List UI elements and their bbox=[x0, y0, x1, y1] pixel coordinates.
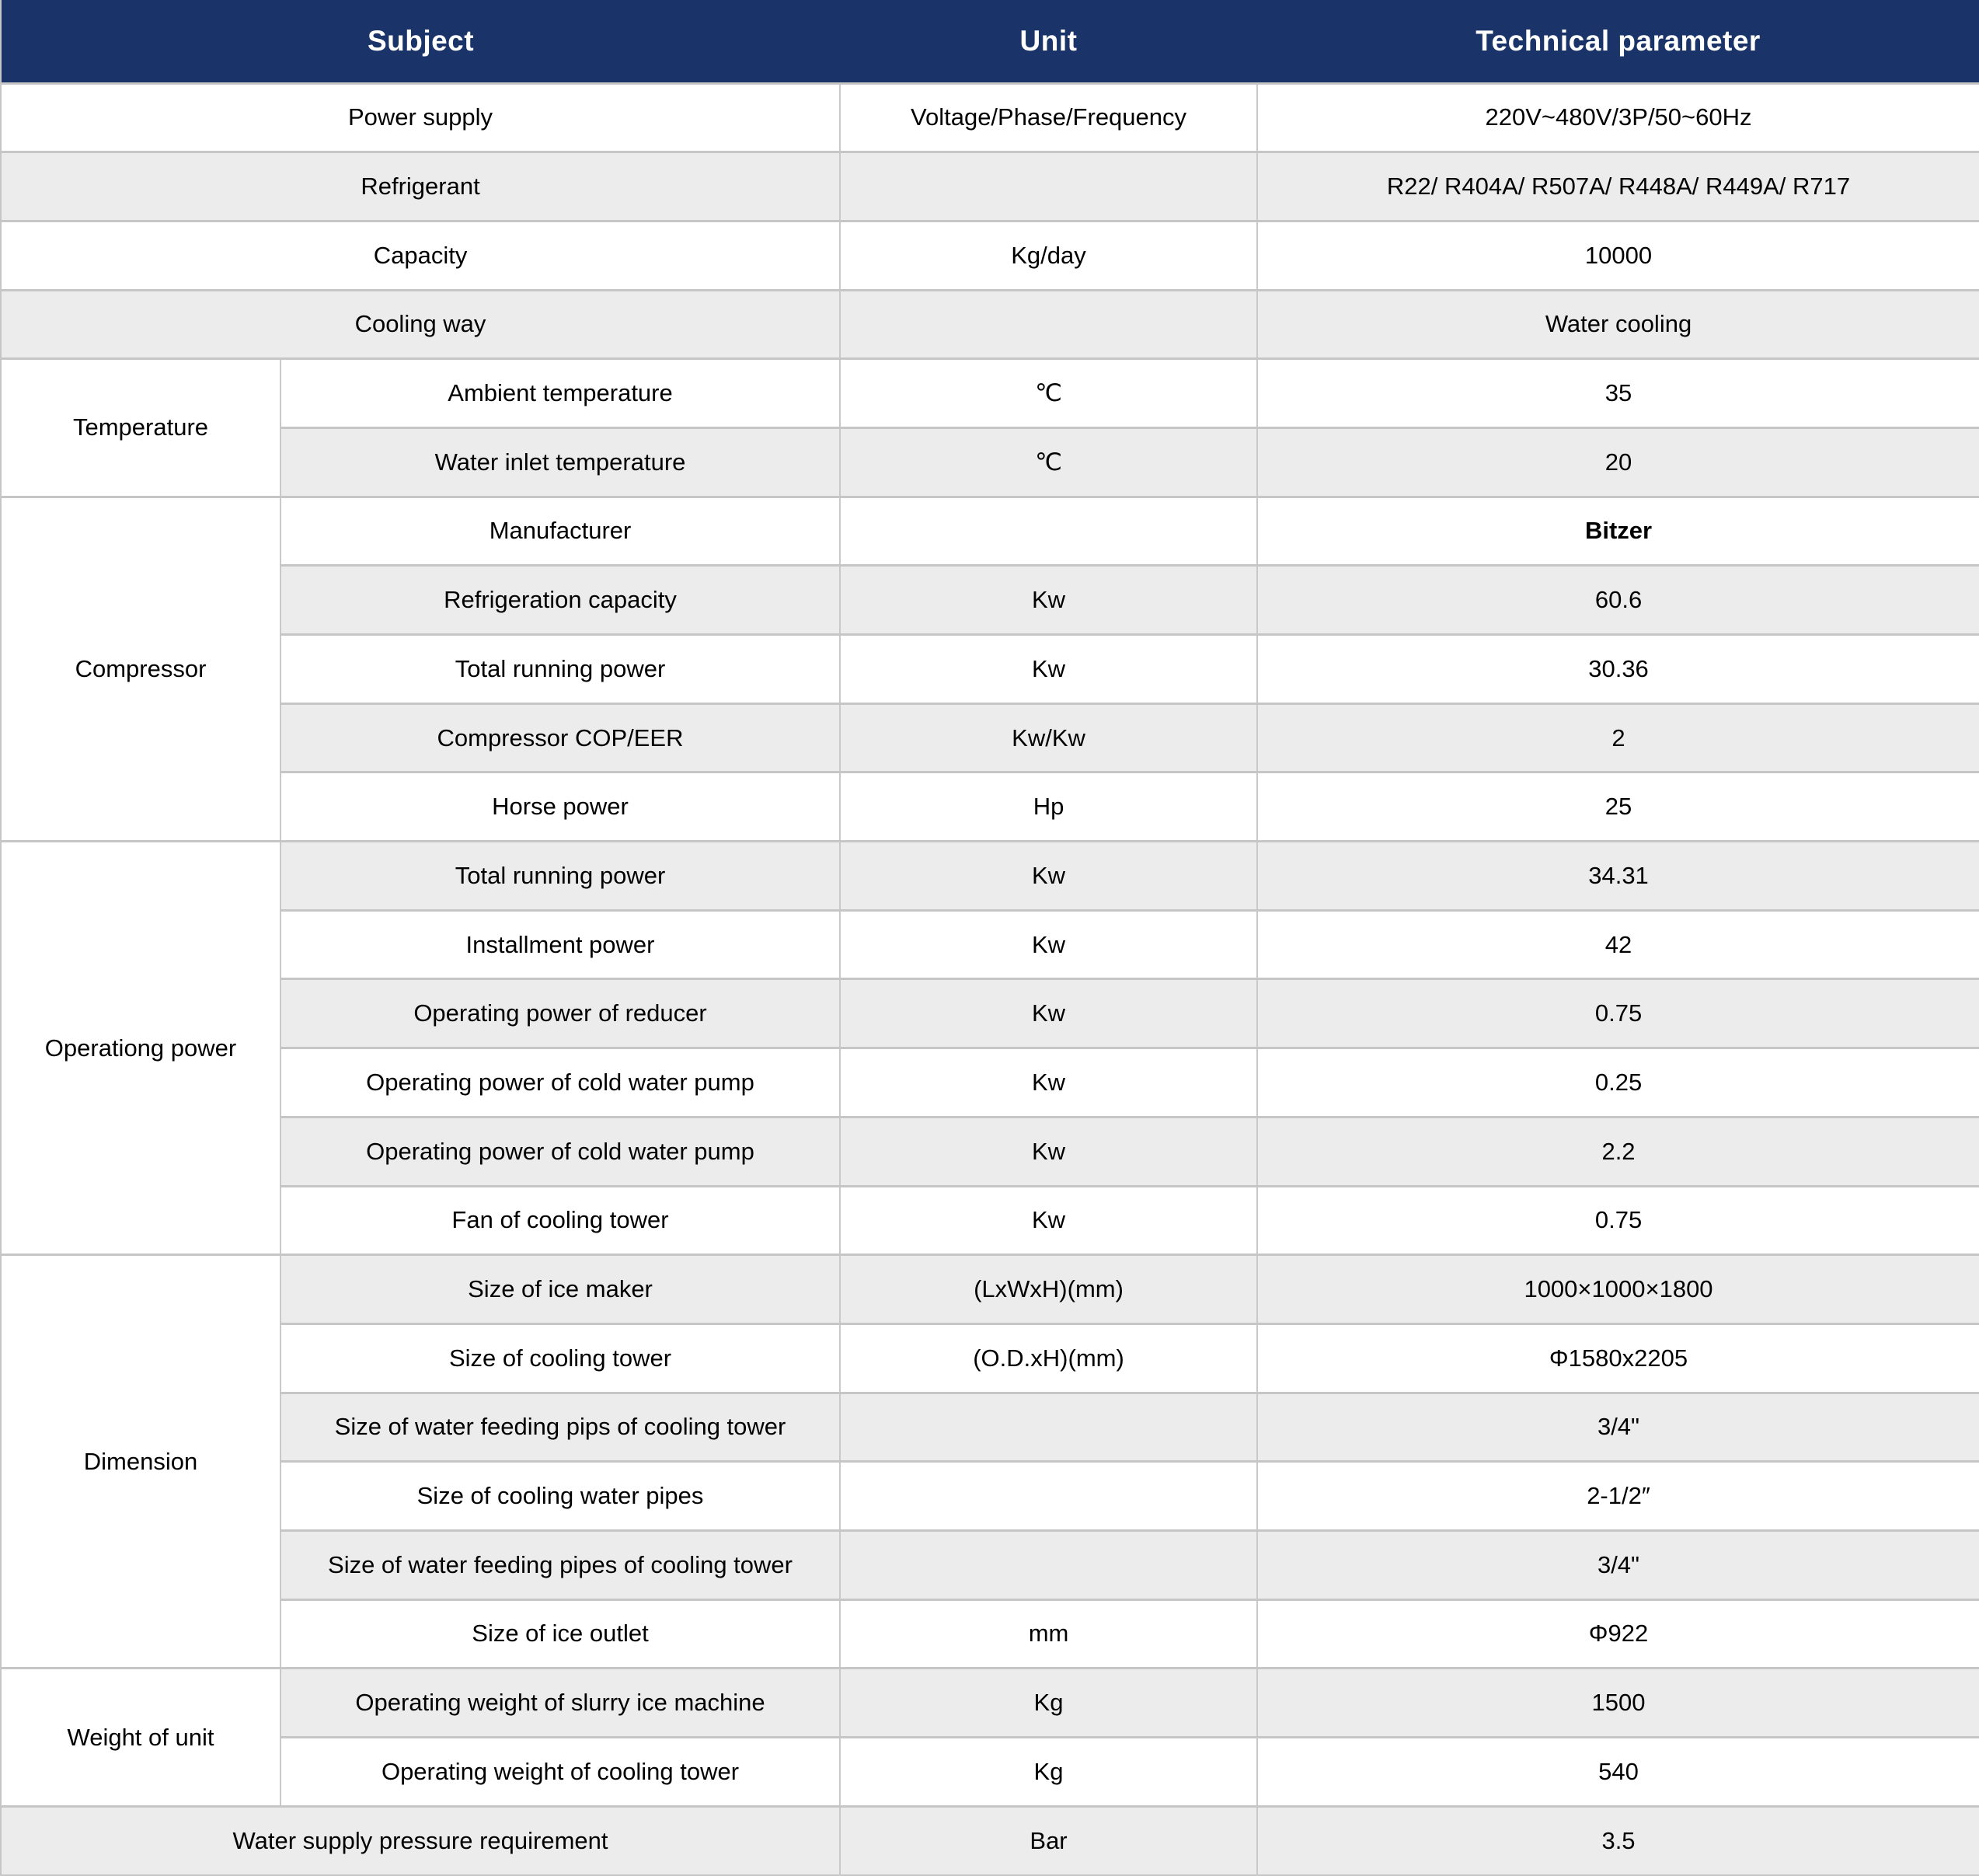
unit-cell bbox=[840, 1393, 1257, 1462]
table-row bbox=[1, 566, 1979, 635]
table-row bbox=[1, 1462, 1979, 1531]
subject-cell: Refrigeration capacity bbox=[280, 566, 840, 635]
unit-cell: Kw bbox=[840, 1117, 1257, 1186]
table-row bbox=[1, 290, 1979, 359]
value-cell: 1500 bbox=[1257, 1669, 1979, 1738]
value-cell: 3/4" bbox=[1257, 1393, 1979, 1462]
subject-cell: Size of water feeding pips of cooling tower bbox=[280, 1393, 840, 1462]
table-row bbox=[1, 1599, 1979, 1669]
value-cell: Water cooling bbox=[1257, 290, 1979, 359]
value-cell: 25 bbox=[1257, 772, 1979, 842]
value-cell: 2.2 bbox=[1257, 1117, 1979, 1186]
group-cell: Weight of unit bbox=[1, 1669, 280, 1806]
unit-cell: (LxWxH)(mm) bbox=[840, 1255, 1257, 1324]
column-header-subject: Subject bbox=[1, 0, 840, 83]
unit-cell: Voltage/Phase/Frequency bbox=[840, 83, 1257, 152]
value-cell: 540 bbox=[1257, 1738, 1979, 1807]
value-cell: 2 bbox=[1257, 703, 1979, 772]
value-cell: 3/4" bbox=[1257, 1530, 1979, 1599]
subject-cell: Capacity bbox=[1, 221, 840, 290]
table-row bbox=[1, 1530, 1979, 1599]
unit-cell bbox=[840, 497, 1257, 566]
unit-cell: Kw bbox=[840, 842, 1257, 911]
table-row bbox=[1, 152, 1979, 221]
unit-cell: Kg bbox=[840, 1738, 1257, 1807]
value-cell: 35 bbox=[1257, 359, 1979, 428]
value-cell: R22/ R404A/ R507A/ R448A/ R449A/ R717 bbox=[1257, 152, 1979, 221]
subject-cell: Fan of cooling tower bbox=[280, 1186, 840, 1255]
table-row bbox=[1, 1323, 1979, 1393]
table-row bbox=[1, 703, 1979, 772]
table-row bbox=[1, 1048, 1979, 1118]
value-cell: 1000×1000×1800 bbox=[1257, 1255, 1979, 1324]
value-cell: 220V~480V/3P/50~60Hz bbox=[1257, 83, 1979, 152]
table-row bbox=[1, 497, 1979, 566]
value-cell: Φ1580x2205 bbox=[1257, 1323, 1979, 1393]
group-cell: Operationg power bbox=[1, 842, 280, 1255]
unit-cell: Kw bbox=[840, 635, 1257, 704]
unit-cell: Kw bbox=[840, 566, 1257, 635]
table-row bbox=[1, 1738, 1979, 1807]
unit-cell: Kw bbox=[840, 910, 1257, 979]
value-cell: 3.5 bbox=[1257, 1806, 1979, 1875]
subject-cell: Size of cooling tower bbox=[280, 1323, 840, 1393]
subject-cell: Size of ice maker bbox=[280, 1255, 840, 1324]
subject-cell: Water supply pressure requirement bbox=[1, 1806, 840, 1875]
unit-cell: Kg/day bbox=[840, 221, 1257, 290]
group-cell: Temperature bbox=[1, 359, 280, 497]
unit-cell: ℃ bbox=[840, 359, 1257, 428]
subject-cell: Water inlet temperature bbox=[280, 427, 840, 497]
table-row bbox=[1, 979, 1979, 1048]
value-cell: Bitzer bbox=[1257, 497, 1979, 566]
unit-cell bbox=[840, 290, 1257, 359]
unit-cell: Hp bbox=[840, 772, 1257, 842]
column-header-unit: Unit bbox=[840, 0, 1257, 83]
table-row bbox=[1, 1669, 1979, 1738]
table-row bbox=[1, 221, 1979, 290]
unit-cell: Kw bbox=[840, 1186, 1257, 1255]
value-cell: 0.25 bbox=[1257, 1048, 1979, 1118]
subject-cell: Total running power bbox=[280, 635, 840, 704]
subject-cell: Power supply bbox=[1, 83, 840, 152]
unit-cell bbox=[840, 1462, 1257, 1531]
table-row bbox=[1, 359, 1979, 428]
table-row bbox=[1, 1393, 1979, 1462]
subject-cell: Installment power bbox=[280, 910, 840, 979]
subject-cell: Size of ice outlet bbox=[280, 1599, 840, 1669]
subject-cell: Cooling way bbox=[1, 290, 840, 359]
table-row bbox=[1, 83, 1979, 152]
value-cell: 42 bbox=[1257, 910, 1979, 979]
table-row bbox=[1, 427, 1979, 497]
unit-cell: (O.D.xH)(mm) bbox=[840, 1323, 1257, 1393]
column-header-technical-parameter: Technical parameter bbox=[1257, 0, 1979, 83]
unit-cell: Kw bbox=[840, 1048, 1257, 1118]
table-row bbox=[1, 1186, 1979, 1255]
group-cell: Compressor bbox=[1, 497, 280, 841]
unit-cell: Kw/Kw bbox=[840, 703, 1257, 772]
value-cell: 60.6 bbox=[1257, 566, 1979, 635]
table-row bbox=[1, 772, 1979, 842]
value-cell: 30.36 bbox=[1257, 635, 1979, 704]
subject-cell: Refrigerant bbox=[1, 152, 840, 221]
subject-cell: Operating power of cold water pump bbox=[280, 1048, 840, 1118]
unit-cell bbox=[840, 1530, 1257, 1599]
unit-cell: ℃ bbox=[840, 427, 1257, 497]
subject-cell: Compressor COP/EER bbox=[280, 703, 840, 772]
table-row bbox=[1, 635, 1979, 704]
unit-cell: mm bbox=[840, 1599, 1257, 1669]
table-row bbox=[1, 1255, 1979, 1324]
table-row bbox=[1, 1806, 1979, 1875]
unit-cell: Bar bbox=[840, 1806, 1257, 1875]
subject-cell: Ambient temperature bbox=[280, 359, 840, 428]
unit-cell: Kg bbox=[840, 1669, 1257, 1738]
table-row bbox=[1, 842, 1979, 911]
header-row bbox=[1, 0, 1979, 83]
value-cell: Φ922 bbox=[1257, 1599, 1979, 1669]
subject-cell: Size of cooling water pipes bbox=[280, 1462, 840, 1531]
table-row bbox=[1, 910, 1979, 979]
subject-cell: Size of water feeding pipes of cooling tower bbox=[280, 1530, 840, 1599]
subject-cell: Horse power bbox=[280, 772, 840, 842]
value-cell: 2-1/2″ bbox=[1257, 1462, 1979, 1531]
group-cell: Dimension bbox=[1, 1255, 280, 1669]
table-body bbox=[1, 83, 1979, 1875]
subject-cell: Manufacturer bbox=[280, 497, 840, 566]
subject-cell: Total running power bbox=[280, 842, 840, 911]
value-cell: 0.75 bbox=[1257, 979, 1979, 1048]
unit-cell: Kw bbox=[840, 979, 1257, 1048]
unit-cell bbox=[840, 152, 1257, 221]
subject-cell: Operating power of cold water pump bbox=[280, 1117, 840, 1186]
value-cell: 20 bbox=[1257, 427, 1979, 497]
value-cell: 10000 bbox=[1257, 221, 1979, 290]
value-cell: 0.75 bbox=[1257, 1186, 1979, 1255]
subject-cell: Operating weight of slurry ice machine bbox=[280, 1669, 840, 1738]
subject-cell: Operating weight of cooling tower bbox=[280, 1738, 840, 1807]
subject-cell: Operating power of reducer bbox=[280, 979, 840, 1048]
table-header bbox=[1, 0, 1979, 83]
value-cell: 34.31 bbox=[1257, 842, 1979, 911]
table-row bbox=[1, 1117, 1979, 1186]
